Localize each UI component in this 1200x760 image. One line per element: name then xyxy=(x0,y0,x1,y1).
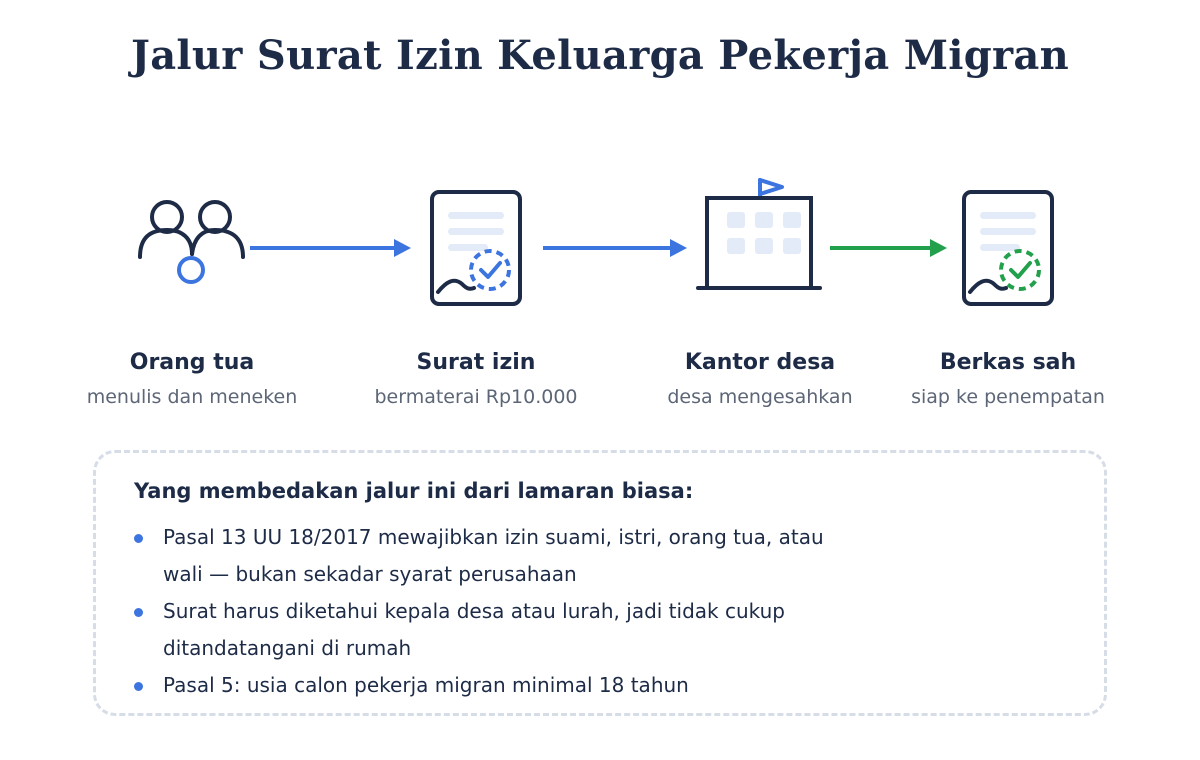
approved-document-icon xyxy=(964,192,1052,304)
step-name: Orang tua xyxy=(129,350,255,375)
step-subtitle: menulis dan meneken xyxy=(86,386,298,408)
step-orang-tua xyxy=(42,346,342,413)
bullet-icon xyxy=(134,608,143,617)
people-icon xyxy=(140,202,243,282)
bullet-icon xyxy=(134,682,143,691)
notes-box xyxy=(93,450,1107,716)
process-flow xyxy=(0,0,1200,330)
stamped-document-icon xyxy=(432,192,520,304)
list-item xyxy=(134,667,854,704)
step-name: Surat izin xyxy=(416,350,536,375)
list-item-text: Pasal 13 UU 18/2017 mewajibkan izin suami, istri, orang tua, atau wali — bukan sekadar syarat perusahaan xyxy=(163,525,824,586)
page-title: Jalur Surat Izin Keluarga Pekerja Migran xyxy=(130,32,1070,79)
flow-arrow-3 xyxy=(830,239,947,257)
notes-list xyxy=(134,519,854,704)
step-name: Kantor desa xyxy=(684,350,836,375)
list-item-text: Surat harus diketahui kepala desa atau lurah, jadi tidak cukup ditandatangani di rumah xyxy=(163,599,785,660)
flow-arrow-2 xyxy=(543,239,687,257)
step-surat-izin xyxy=(326,346,626,413)
step-subtitle: desa mengesahkan xyxy=(667,386,853,408)
village-office-icon xyxy=(698,180,820,288)
list-item-text: Pasal 5: usia calon pekerja migran minimal 18 tahun xyxy=(163,673,689,697)
step-berkas-sah xyxy=(858,346,1158,413)
step-subtitle: siap ke penempatan xyxy=(911,386,1105,408)
step-name: Berkas sah xyxy=(939,350,1077,375)
bullet-icon xyxy=(134,534,143,543)
step-subtitle: bermaterai Rp10.000 xyxy=(374,386,578,408)
notes-heading: Yang membedakan jalur ini dari lamaran biasa: xyxy=(134,479,694,503)
list-item xyxy=(134,519,854,593)
flow-arrow-1 xyxy=(250,239,411,257)
list-item xyxy=(134,593,854,667)
